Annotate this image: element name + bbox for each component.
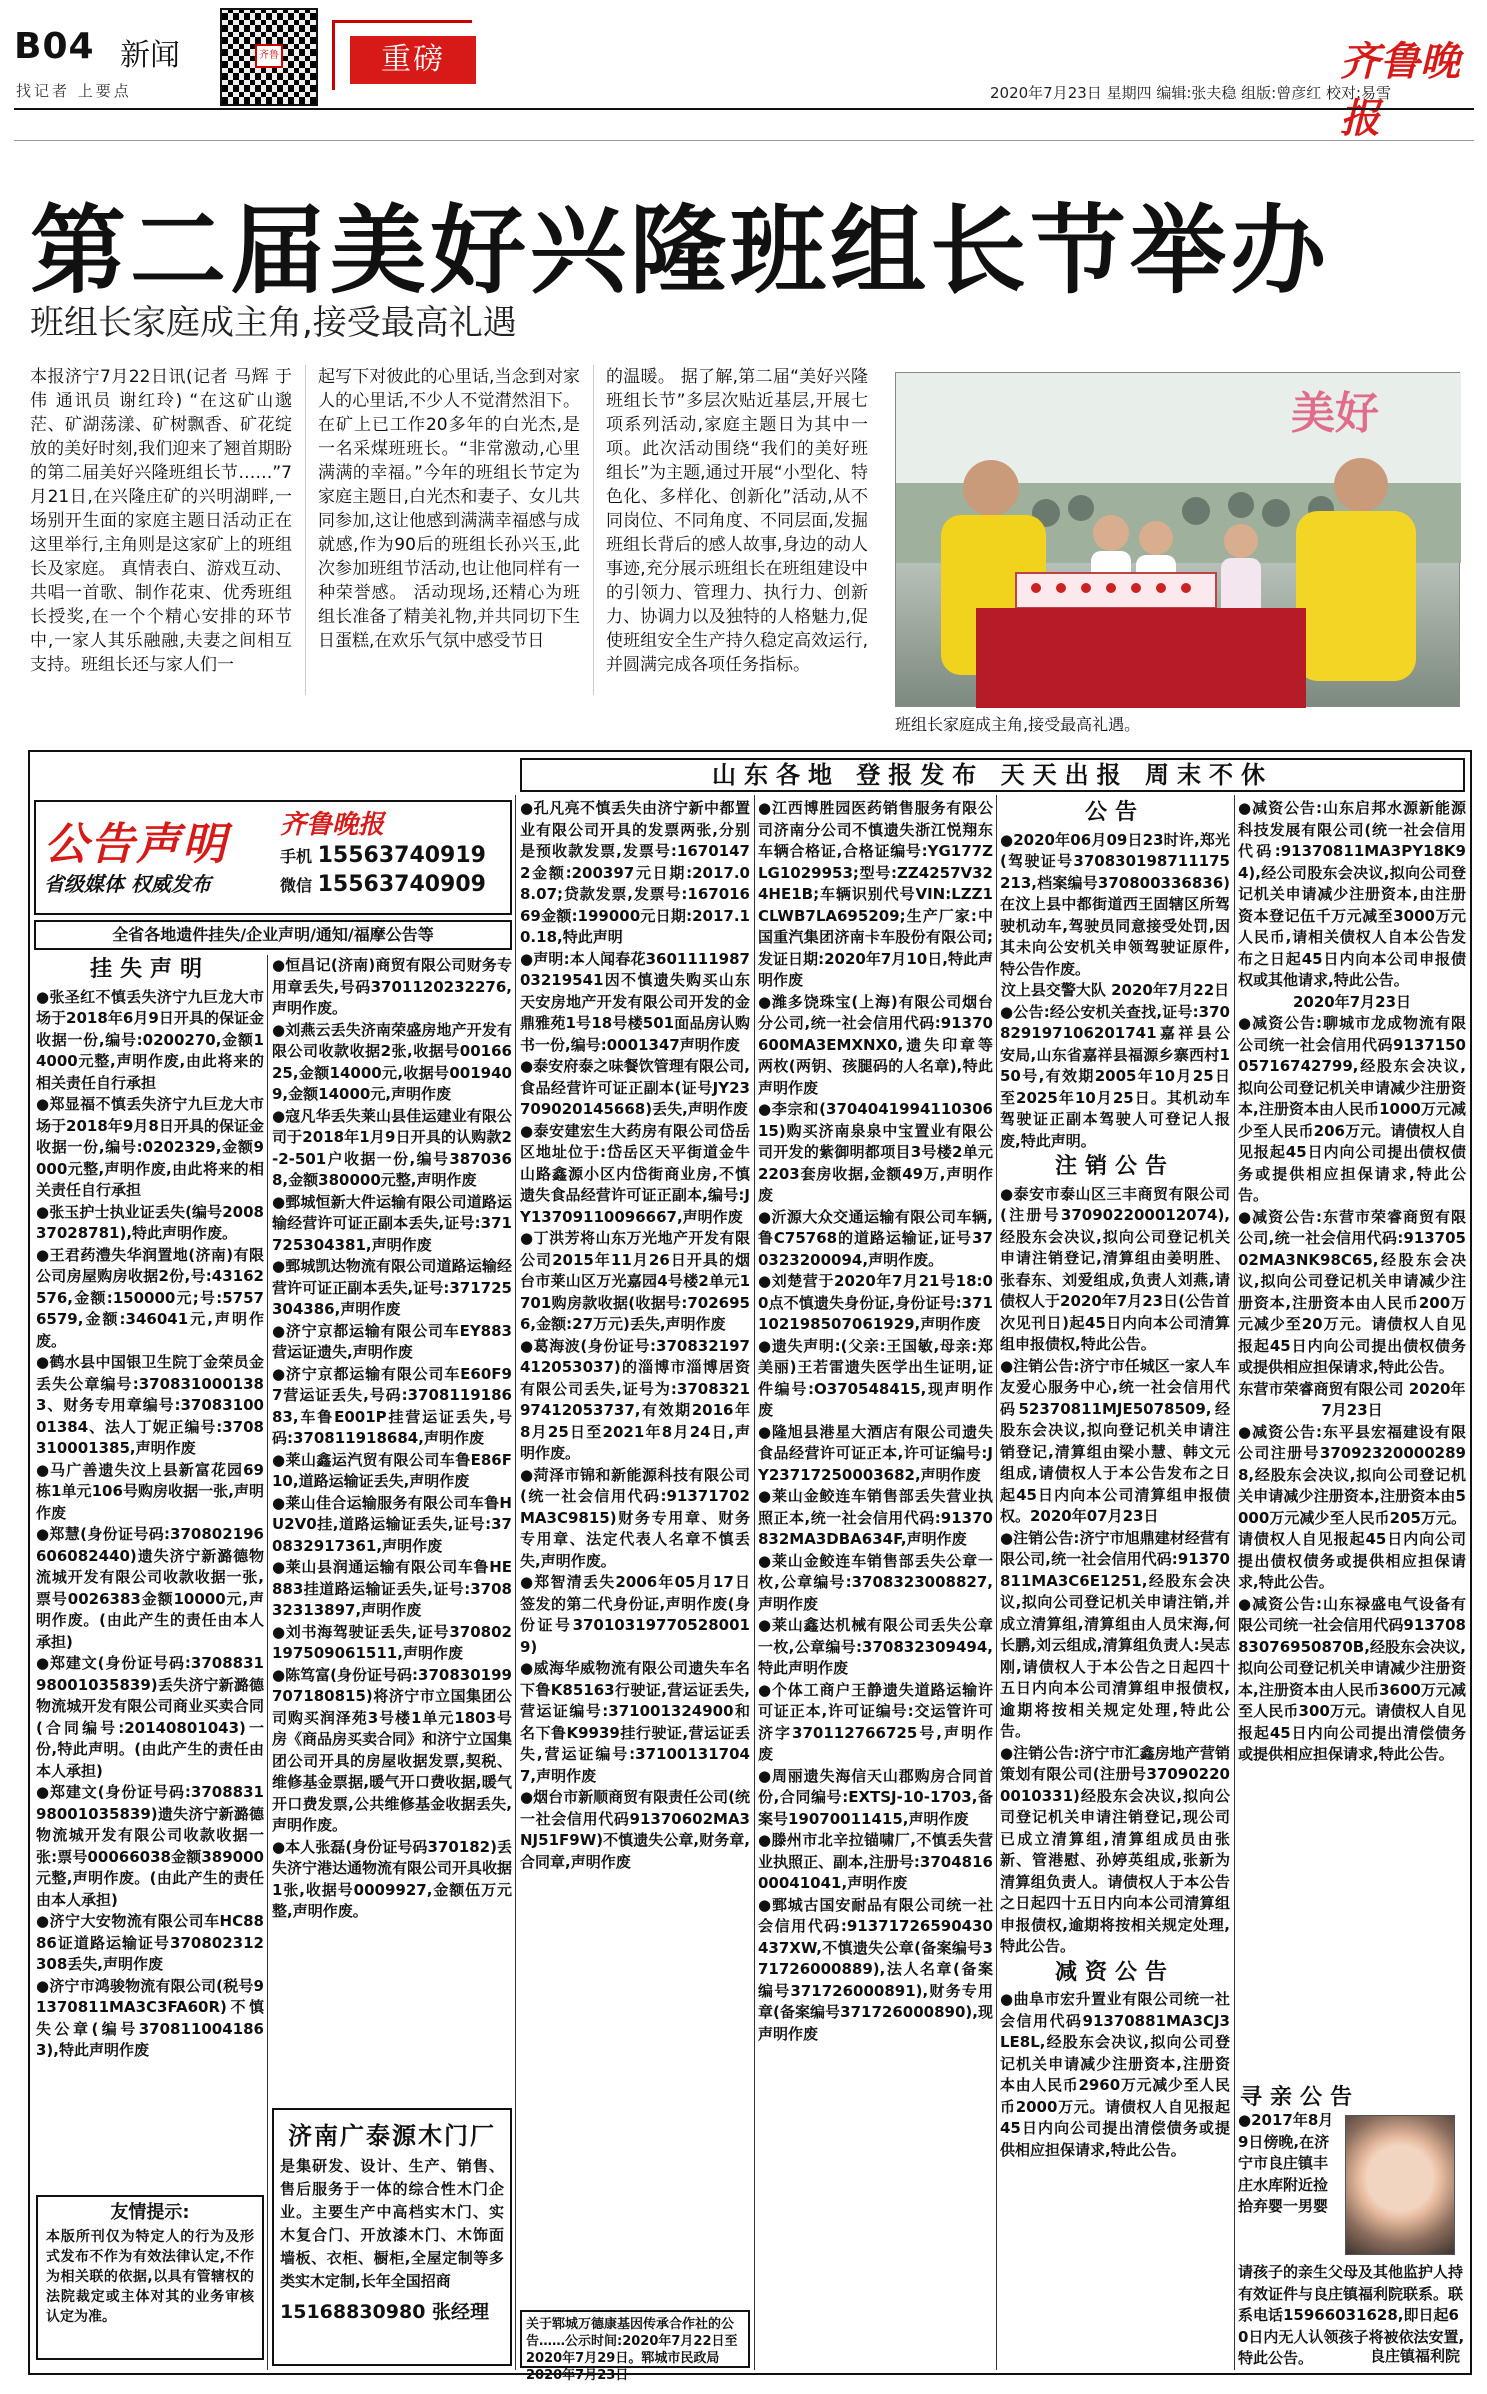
ad-item: ●郑慧(身份证号码:370802196606082440)遗失济宁新潞德物流城开发有限公司收款收据一张,票号0026383金额10000元,声明作废。(由此产生的责任由本人承担) — [36, 1525, 264, 1651]
phone-number[interactable]: 15563740919 — [317, 843, 486, 868]
headline: 第二届美好兴隆班组长节举办 — [30, 195, 1330, 307]
ad-item: ●注销公告:济宁市旭鼎建材经营有限公司,统一社会信用代码:91370811MA3C6E1251,经股东会决议,拟向公司登记机关申请注销,并成立清算组,清算组由人员宋海,何长鹏,刘云组成,清算组负责人:吴志刚,请债权人于本公告之日起四十五日内向本公司清算组申报债权,逾期将按相关规定处理,特此公告。 — [1000, 1528, 1230, 1740]
article-column-3: 的温暖。 据了解,第二届“美好兴隆班组长节”多层次贴近基层,开展七项系列活动,家庭主题日为其中一项。此次活动围绕“我们的美好班组长”为主题,通过开展“小型化、特色化、多样化、创新化”活动,从不同岗位、不同角度、不同层面,发掘班组长背后的感人故事,身边的动人事迹,充分展示班组长在班组建设中的引领力、管理力、执行力、创新力、协调力以及独特的人格魅力,促使班组安全生产持久稳定高效运行,并圆满完成各项任务指标。 — [606, 367, 868, 675]
ad-column-e — [1000, 798, 1230, 2363]
ad-item: ●张玉护士执业证丢失(编号200837028781),特此声明作废。 — [36, 1202, 264, 1242]
child-photo[interactable] — [1345, 2115, 1455, 2255]
ad-item: ●减资公告:东营市荣睿商贸有限公司,统一社会信用代码:91370502MA3NK98C65,经股东会决议,拟向公司登记机关申请减少注册资本,注册资本由人民币200万元减少至20万元。请债权人自见报起45日内向公司提出债权债务或提供相应担保请求,特此公告。 — [1238, 1207, 1466, 1376]
header-slogan: 找记者 上要点 — [16, 82, 132, 100]
ad-heading-notice: 公告 — [1084, 800, 1145, 825]
tips-title: 友情提示: — [110, 2202, 190, 2223]
ad-item: ●菏泽市锦和新能源科技有限公司(统一社会信用代码:91371702MA3C9815)财务专用章、财务专用章、法定代表人名章不慎丢失,声明作废。 — [520, 1465, 750, 1570]
ad-item: ●注销公告:济宁市任城区一家人车友爱心服务中心,统一社会信用代码52370811MJE5078509,经股东会决议,拟向登记机关申请注销登记,清算组由梁小慧、韩文元组成,请债权人于本公告发布之日起45日内向本公司清算组申报债权。2020年07月23日 — [1000, 1356, 1230, 1525]
article-column-2: 起写下对彼此的心里话,当念到对家人的心里话,不少人不觉潸然泪下。 在矿上已工作20多年的白光杰,是一名采煤班班长。“非常激动,心里满满的幸福。”今年的班组长节定为家庭主题日,白光杰和妻子、女儿共同参加,这让他感到满满幸福感与成就感,作为90后的班组长孙兴玉,此次参加班组节活动,也让他同样有一种荣誉感。 活动现场,还精心为班组长准备了精美礼物,并共同切下生日蛋糕,在欢乐气氛中感受节日 — [318, 367, 580, 651]
ad-item: ●济宁市鸿骏物流有限公司(税号91370811MA3C3FA60R)不慎失公章(编号3708110041863),特此声明作废 — [36, 1976, 264, 2059]
ad-item: ●隆旭县港星大酒店有限公司遗失食品经营许可证正本,许可证编号:JY23717250003682,声明作废 — [758, 1422, 993, 1484]
search-family-body-2: 请孩子的亲生父母及其他监护人持有效证件与良庄镇福利院联系。联系电话15966031628,即日起60日内无人认领孩子将被依法安置,特此公告。 — [1238, 2263, 1465, 2367]
ad-door-factory — [272, 2108, 512, 2366]
phone-label: 手机 — [280, 847, 313, 866]
ad-door-factory-body: 是集研发、设计、生产、销售、售后服务于一体的综合性木门企业。主要生产中高档实木门、实木复合门、开放漆木门、木饰面墙板、衣柜、橱柜,全屋定制等多类实木定制,长年全国招商 — [280, 2157, 504, 2290]
section-name: 新闻 — [120, 38, 180, 73]
page-number: B04 — [14, 26, 95, 67]
ads-banner: 山东各地 登报发布 天天出报 周末不休 — [520, 758, 1465, 792]
header-rule-thin — [14, 140, 1474, 141]
header-meta: 2020年7月23日 星期四 编辑:张夫稳 组版:曾彦红 校对:易雪 — [990, 84, 1392, 102]
ad-item: ●陈笃富(身份证号码:370830199707180815)将济宁市立国集团公司购买润泽苑3号楼1单元1803号房《商品房买卖合同》和济宁立国集团公司开具的房屋收据发票,契税、维修基金票据,暖气开口费收据,暖气开口费发票,公共维修基金收据丢失,声明作废。 — [272, 1665, 513, 1834]
ad-item: ●孔凡亮不慎丢失由济宁新中都置业有限公司开具的发票两张,分别是预收款发票,发票号:16701472金额:200397元日期:2017.08.07;贷款发票,发票号:16701669金额:199000元日期:2017.10.18,特此声明 — [520, 799, 750, 946]
ad-door-factory-title: 济南广泰源木门厂 — [288, 2122, 496, 2150]
ad-heading-reduce: 减资公告 — [1054, 1959, 1175, 1985]
tips-box — [36, 2195, 264, 2360]
wechat-label: 微信 — [280, 876, 313, 895]
ad-item: ●烟台市新顺商贸有限责任公司(统一社会信用代码91370602MA3NJ51F9W)不慎遗失公章,财务章,合同章,声明作废 — [520, 1788, 750, 1871]
ad-item: ●减资公告:聊城市龙成物流有限公司统一社会信用代码913715005716742799,经股东会决议,拟向公司登记机关申请减少注册资本,注册资本由人民币1000万元减少至人民币206万元。请债权人自见报起45日内向公司提出债权债务或提供相应担保请求,特此公告。 — [1238, 1014, 1466, 1204]
ad-item: ●鄄城古国安耐品有限公司统一社会信用代码:91371726590430437XW,不慎遗失公章(备案编号371726000889),法人名章(备案编号371726000891),财务专用章(备案编号371726000890),现声明作废 — [758, 1895, 993, 2043]
ad-item-sign: 汶上县交警大队 2020年7月22日 — [1000, 981, 1230, 999]
ad-column-divider — [754, 795, 755, 2370]
ad-item: ●刘书海驾驶证丢失,证号370802197509061511,声明作废 — [272, 1622, 512, 1662]
ad-logo: 公告声明 — [44, 819, 228, 870]
ad-item: ●泰安建宏生大药房有限公司岱岳区地址位于:岱岳区天平街道金牛山路鑫源小区内岱街商业房,不慎遗失食品经营许可证正副本,编号:JY13709110096667,声明作废 — [520, 1121, 750, 1226]
ad-logo-sub: 省级媒体 权威发布 — [44, 872, 211, 896]
ad-column-lost — [36, 955, 264, 2175]
ad-item: ●沂源大众交通运输有限公司车辆,鲁C75768的道路运输证,证号370323200094,声明作废。 — [758, 1207, 993, 1269]
column-divider — [593, 365, 594, 695]
search-family-sign: 良庄镇福利院 — [1370, 2347, 1461, 2365]
ad-item: ●莱山鑫运汽贸有限公司车鲁E86F10,道路运输证丢失,声明作废 — [272, 1450, 512, 1490]
ad-item: ●鹤水县中国银卫生院丁金荣员金丢失公章编号:3708310001383、财务专用章编号:3708310001384、法人丁妮正编号:3708310001385,声明作废 — [36, 1353, 264, 1457]
ad-item: ●莱山县润通运输有限公司车鲁HE883挂道路运输证丢失,证号:370832313897,声明作废 — [272, 1558, 512, 1619]
search-family-body: ●2017年8月9日傍晚,在济宁市良庄镇丰庄水库附近捡拾弃婴一男婴 — [1238, 2111, 1334, 2215]
ad-item: ●泰安府泰之味餐饮管理有限公司,食品经营许可证正副本(证号JY23709020145668)丢失,声明作废 — [520, 1057, 750, 1118]
ad-item: ●济宁大安物流有限公司车HC8886证道路运输证号370802312308丢失,声明作废 — [36, 1912, 264, 1973]
ad-item: ●个体工商户王静遗失道路运输许可证正本,许可证编号:交运管许可济字370112766725号,声明作废 — [758, 1680, 993, 1763]
ad-column-divider — [267, 955, 268, 2370]
ad-heading-cancel: 注销公告 — [1054, 1154, 1175, 1179]
ad-item: ●郑显福不慎丢失济宁九巨龙大市场于2018年9月8日开具的保证金收据一份,编号:0202329,金额9000元整,声明作废,由此将来的相关责任自行承担 — [36, 1095, 264, 1199]
ad-item: ●周丽遗失海信天山郡购房合同首份,合同编号:EXTSJ-10-1703,备案号19070011415,声明作废 — [758, 1766, 993, 1828]
ad-item: ●王君药澧失华润置地(济南)有限公司房屋购房收据2份,号:43162576,金额:150000元;号:57576579,金额:346041元,声明作废。 — [36, 1245, 264, 1350]
ad-item: ●李宗和(370404199411030615)购买济南泉泉中宝置业有限公司开发的紫御明都项目3号楼2单元2203套房收据,金额49万,声明作废 — [758, 1100, 993, 1204]
ad-item: ●威海华威物流有限公司遗失车名下鲁K85163行驶证,营运证丢失,营运证编号:371001324900和名下鲁K9939挂行驶证,营运证丢失,营运证编号:371001317047,声明作废 — [520, 1659, 750, 1785]
article-column-1: 本报济宁7月22日讯(记者 马辉 于伟 通讯员 谢红玲) “在这矿山邈茫、矿湖荡漾、矿树飘香、矿花绽放的美好时刻,我们迎来了翘首期盼的第二届美好兴隆班组长节……”7月21日,在兴隆庄矿的兴明湖畔,一场别开生面的家庭主题日活动正在这里举行,主角则是这家矿上的班组长及家庭。 真情表白、游戏互动、共唱一首歌、制作花束、优秀班组长授奖,在一个个精心安排的环节中,一家人其乐融融,夫妻之间相互支持。班组长还与家人们一 — [30, 367, 292, 675]
ad-phones — [280, 842, 486, 900]
ad-item: ●本人张磊(身份证号码370182)丢失济宁港达通物流有限公司开具收据1张,收据号0009927,金额伍万元整,声明作废。 — [272, 1837, 513, 1920]
article-photo[interactable] — [895, 372, 1460, 707]
ad-item: ●减资公告:东平县宏福建设有限公司注册号370923200002898,经股东会决议,拟向公司登记机关申请减少注册资本,注册资本由5000万元减少至人民币205万元。请债权人自见报起45日内向公司提出债权债务或提供相应担保请求,特此公告。 — [1238, 1422, 1466, 1591]
ad-item: ●莱山鑫达机械有限公司丢失公章一枚,公章编号:370832309494,特此声明作废 — [758, 1616, 993, 1677]
ad-public-notice: 关于郓城万德康基因传承合作社的公告……公示时间:2020年7月22日至2020年7月29日。郓城市民政局 2020年7月23日 — [520, 2310, 750, 2368]
ad-item: ●郑智清丢失2006年05月17日签发的第二代身份证,声明作废(身份证号370103197705280019) — [520, 1573, 750, 1656]
ad-door-factory-phone[interactable]: 15168830980 张经理 — [280, 2301, 490, 2323]
ad-item: ●泰安市泰山区三丰商贸有限公司(注册号370902200012074),经股东会决议,拟向公司登记机关申请注销登记,清算组由姜明胜、张春东、刘爱组成,负责人刘燕,请债权人于2020年7月23日(公告首次见刊日)起45日内向本公司清算组申报债权,特此公告。 — [1000, 1184, 1230, 1353]
ad-item: ●郑建文(身份证号码:370883198001035839)丢失济宁新潞德物流城开发有限公司商业买卖合同(合同编号:20140801043)一份,特此声明。(由此产生的责任由本人承担) — [36, 1654, 264, 1780]
ad-item: ●葛海波(身份证号:370832197412053037)的淄博市淄博居资有限公司丢失,证号为:370832197412053737,有效期2016年8月25日至2021年8月24日,声明作废。 — [520, 1336, 750, 1462]
ad-column-c — [520, 798, 750, 2303]
subheadline: 班组长家庭成主角,接受最高礼遇 — [30, 303, 517, 343]
ad-column-f — [1238, 798, 1466, 2073]
ad-item: ●鄄城凯达物流有限公司道路运输经营许可证正副本丢失,证号:371725304386,声明作废 — [272, 1257, 512, 1318]
photo-sign-text: 美好 — [1291, 388, 1379, 439]
ad-column-divider — [996, 795, 997, 2370]
ad-column-title: 挂失声明 — [89, 957, 210, 982]
header-rule — [14, 108, 1474, 110]
wechat-number[interactable]: 15563740909 — [317, 872, 486, 897]
ad-column-divider — [515, 795, 516, 2370]
ad-service-strip: 全省各地遗件挂失/企业声明/通知/福摩公告等 — [34, 920, 512, 950]
tips-text: 本版所刊仅为特定人的行为及形式发布不作为有效法律认定,不作为相关联的依据,以具有管辖权的法院裁定或主体对其的业务审核认定为准。 — [46, 2229, 254, 2325]
ad-item: ●丁洪芳将山东万光地产开发有限公司2015年11月26日开具的烟台市莱山区万光嘉园4号楼2单元1701购房款收据(收据号:7026956,金额:27万元)丢失,声明作废 — [520, 1229, 750, 1333]
ad-item: ●莱山金鲛连车销售部丢失公章一枚,公章编号:3708323008827,声明作废 — [758, 1551, 993, 1613]
ad-item: ●减资公告:山东禄盛电气设备有限公司统一社会信用代码91370883076950870B,经股东会决议,拟向公司登记机关申请减少注册资本,注册资本由人民币3600万元减至人民币300万元。请债权人自见报起45日内向公司提出清偿债务或提供相应担保请求,特此公告。 — [1238, 1594, 1466, 1763]
ad-item: ●济宁京都运输有限公司车EY883营运证遗失,声明作废 — [272, 1321, 512, 1361]
column-divider — [305, 365, 306, 695]
ad-item: ●刘楚营于2020年7月21号18:00点不慎遗失身份证,身份证号:371102198507061929,声明作废 — [758, 1272, 993, 1333]
photo-illustration — [896, 373, 1461, 708]
ad-item: ●滕州市北辛拉锚啸厂,不慎丢失营业执照正、副本,注册号:370481600041041,声明作废 — [758, 1831, 993, 1892]
photo-caption: 班组长家庭成主角,接受最高礼遇。 — [895, 715, 1141, 734]
ad-item: ●张圣红不慎丢失济宁九巨龙大市场于2018年6月9日开具的保证金收据一份,编号:0200270,金额14000元整,声明作废,由此将来的相关责任自行承担 — [36, 987, 264, 1092]
ad-item: ●遗失声明:(父亲:王国敏,母亲:郑美丽)王若雷遗失医学出生证明,证件编号:O370548415,现声明作废 — [758, 1336, 993, 1419]
ad-item: ●寇凡华丢失莱山县佳运建业有限公司于2018年1月9日开具的认购款2-2-501户收据一份,编号3870368,金额380000元整,声明作废 — [272, 1106, 512, 1189]
ad-brand: 齐鲁晚报 — [280, 810, 385, 840]
ad-item: ●2020年06月09日23时许,郑光(驾驶证号370830198711175213,档案编号370800336836)在汶上县中都街道西王固辖区所驾驶机动车,驾驶员同意接受处罚,因其未向公安机关申领驾驶证原件,特公告作废。 — [1000, 830, 1230, 978]
ad-item: ●江西博胜园医药销售服务有限公司济南分公司不慎遗失浙江悦翔东车辆合格证,合格证编号:YG177ZLG1029953;型号:ZZ4257V324HE1B;车辆识别代号VIN:LZZ1CLWB7LA695209;生产厂家:中国重汽集团济南卡车股份有限公司;发证日期:2020年7月10日,特此声明作废 — [758, 799, 993, 989]
ad-item: ●郑建文(身份证号码:370883198001035839)遗失济宁新潞德物流城开发有限公司收款收据一张:票号00066038金额389000元整,声明作废。(由此产生的责任由本人承担) — [36, 1783, 264, 1909]
ad-item: ●马广善遗失汶上县新富花园69栋1单元106号购房收据一张,声明作废 — [36, 1460, 264, 1522]
ad-item: ●济宁京都运输有限公司车E60F97营运证丢失,号码:370811918683,车鲁E001P挂营运证丢失,号码:370811918684,声明作废 — [272, 1364, 512, 1447]
ad-column-b — [272, 955, 512, 2105]
ad-item: ●注销公告:济宁市汇鑫房地产营销策划有限公司(注册号370902200010331)经股东会决议,拟向公司登记机关申请注销登记,现公司已成立清算组,清算组成员由张新、管港慰、孙婷英组成,张新为清算组负责人。请债权人于本公告之日起四十五日内向本公司清算组申报债权,逾期将按相关规定处理,特此公告。 — [1000, 1743, 1230, 1955]
ad-item: ●减资公告:山东启邦水源新能源科技发展有限公司(统一社会信用代码:91370811MA3PY18K94),经公司股东会决议,拟向公司登记机关申请减少注册资本,由注册资本登记伍千万元减至3000万元人民币,请相关债权人自本公告发布之日起45日内向本公司申报债权或其他请求,特此公告。 — [1238, 799, 1466, 989]
newspaper-brand-logo: 齐鲁晚报 — [1340, 38, 1460, 142]
ad-item: ●莱山金鲛连车销售部丢失营业执照正本,统一社会信用代码:91370832MA3DBA634F,声明作废 — [758, 1487, 993, 1548]
ad-item-sign: 东营市荣睿商贸有限公司 2020年7月23日 — [1238, 1379, 1466, 1419]
section-badge: 重磅 — [350, 36, 476, 84]
ad-item: ●鄄城恒新大件运输有限公司道路运输经营许可证正副本丢失,证号:371725304381,声明作废 — [272, 1192, 512, 1254]
search-family-title: 寻亲公告 — [1240, 2085, 1361, 2110]
ad-column-d — [758, 798, 993, 2363]
ad-item: ●恒昌记(济南)商贸有限公司财务专用章丢失,号码3701120232276,声明作废。 — [272, 956, 512, 1017]
ad-item: ●声明:本人闻春花360111198703219541因不慎遗失购买山东天安房地产开发有限公司开发的金鼎雅苑1号18号楼501面品房认购书一份,编号:0001347声明作废 — [520, 949, 750, 1054]
ad-item: ●曲阜市宏升置业有限公司统一社会信用代码91370881MA3CJ3LE8L,经股东会决议,拟向公司登记机关申请减少注册资本,注册资本由人民币2960万元减少至人民币2000万元。请债权人自见报起45日内向公司提出清偿债务或提供相应担保请求,特此公告。 — [1000, 1990, 1230, 2159]
ad-item-date: 2020年7月23日 — [1292, 992, 1412, 1011]
ad-column-divider — [1234, 795, 1235, 2370]
ad-item: ●公告:经公安机关查找,证号:370829197106201741嘉祥县公安局,山东省嘉祥县福源乡寨西村150号,有效期2005年10月25日至2025年10月25日。其机动车驾驶证正副本驾驶人可登记人报废,特此声明。 — [1000, 1002, 1230, 1150]
ad-item: ●刘燕云丢失济南荣盛房地产开发有限公司收款收据2张,收据号0016625,金额14000元,收据号0019409,金额14000元,声明作废 — [272, 1020, 512, 1103]
ad-item: ●潍多饶珠宝(上海)有限公司烟台分公司,统一社会信用代码:91370600MA3EMXNX0,遗失印章等两枚(两钥、孩腿码的人名章),特此声明作废 — [758, 992, 993, 1097]
qr-center-logo: 齐鲁 — [255, 44, 283, 68]
ad-item: ●莱山佳合运输服务有限公司车鲁HU2V0挂,道路运输证丢失,证号:370832917361,声明作废 — [272, 1493, 512, 1555]
